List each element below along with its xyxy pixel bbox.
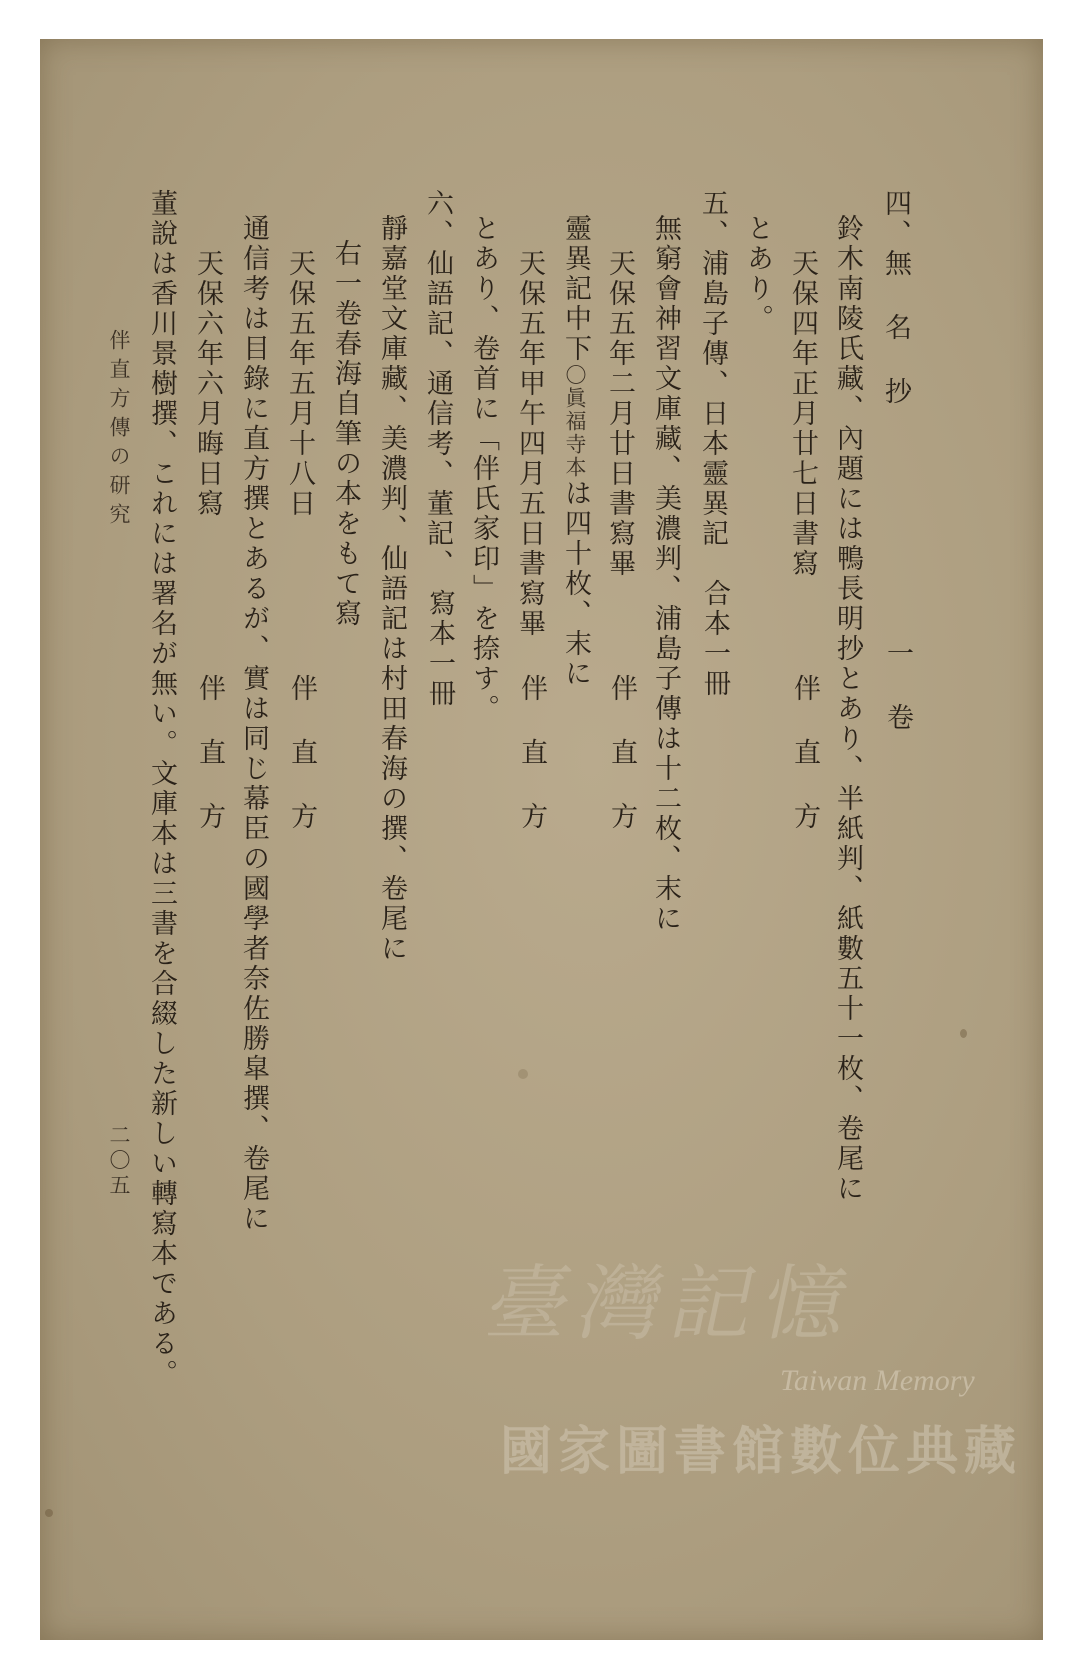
text-segment: 靈異記中下 bbox=[560, 214, 591, 364]
text-line: 鈴木南陵氏藏、內題には鴨長明抄とあり、半紙判、紙數五十一枚、卷尾に bbox=[832, 214, 863, 1204]
text-line: 天保四年正月廿七日書寫 bbox=[787, 249, 818, 579]
volume-count: 寫本一冊 bbox=[424, 589, 455, 709]
author-name: 伴 直 方 bbox=[516, 674, 547, 832]
watermark-chinese: 國家圖書館數位典藏 bbox=[500, 1422, 1023, 1482]
section-heading-4: 四、無 名 抄 bbox=[880, 189, 911, 407]
volume-count: 合本一冊 bbox=[699, 579, 730, 699]
text-line: 天保六年六月晦日寫 bbox=[192, 249, 223, 519]
author-name: 伴 直 方 bbox=[606, 674, 637, 832]
author-name: 伴 直 方 bbox=[194, 674, 225, 832]
text-line: 右一卷春海自筆の本をもて寫 bbox=[330, 239, 361, 629]
text-line: 天保五年甲午四月五日書寫畢 bbox=[514, 249, 545, 639]
text-line: 董說は香川景樹撰、これには署名が無い。文庫本は三書を合綴した新しい轉寫本である。 bbox=[146, 189, 177, 1389]
text-line bbox=[558, 214, 592, 689]
section-heading-5: 五、浦島子傳、日本靈異記 bbox=[697, 189, 728, 549]
text-line: とあり、卷首に「伴氏家印」を捺す。 bbox=[468, 214, 499, 724]
text-line: 靜嘉堂文庫藏、美濃判、仙語記は村田春海の撰、卷尾に bbox=[376, 214, 407, 964]
paper-speck bbox=[518, 1069, 528, 1079]
running-head: 伴直方傳の研究 bbox=[107, 329, 131, 532]
text-segment: は四十枚、末に bbox=[560, 479, 591, 689]
watermark-english: Taiwan Memory bbox=[780, 1364, 975, 1397]
author-name: 伴 直 方 bbox=[286, 674, 317, 832]
inline-note: 〇眞福寺本 bbox=[563, 364, 587, 479]
volume-count: 一 卷 bbox=[882, 639, 913, 733]
author-name: 伴 直 方 bbox=[789, 674, 820, 832]
text-line: 天保五年二月廿日書寫畢 bbox=[604, 249, 635, 579]
text-line: 通信考は目錄に直方撰とあるが、實は同じ幕臣の國學者奈佐勝皐撰、卷尾に bbox=[238, 214, 269, 1234]
text-line: 天保五年五月十八日 bbox=[284, 249, 315, 519]
paper-speck bbox=[960, 1029, 967, 1038]
paper-speck bbox=[45, 1509, 53, 1517]
text-line: とあり。 bbox=[742, 214, 773, 334]
page-number: 二〇五 bbox=[107, 1124, 131, 1199]
text-line: 無窮會神習文庫藏、美濃判、浦島子傳は十二枚、末に bbox=[650, 214, 681, 934]
watermark-logo-text: 臺灣記憶 bbox=[478, 1257, 867, 1352]
section-heading-6: 六、仙語記、通信考、董記、 bbox=[422, 189, 453, 579]
book-page bbox=[40, 39, 1043, 1640]
